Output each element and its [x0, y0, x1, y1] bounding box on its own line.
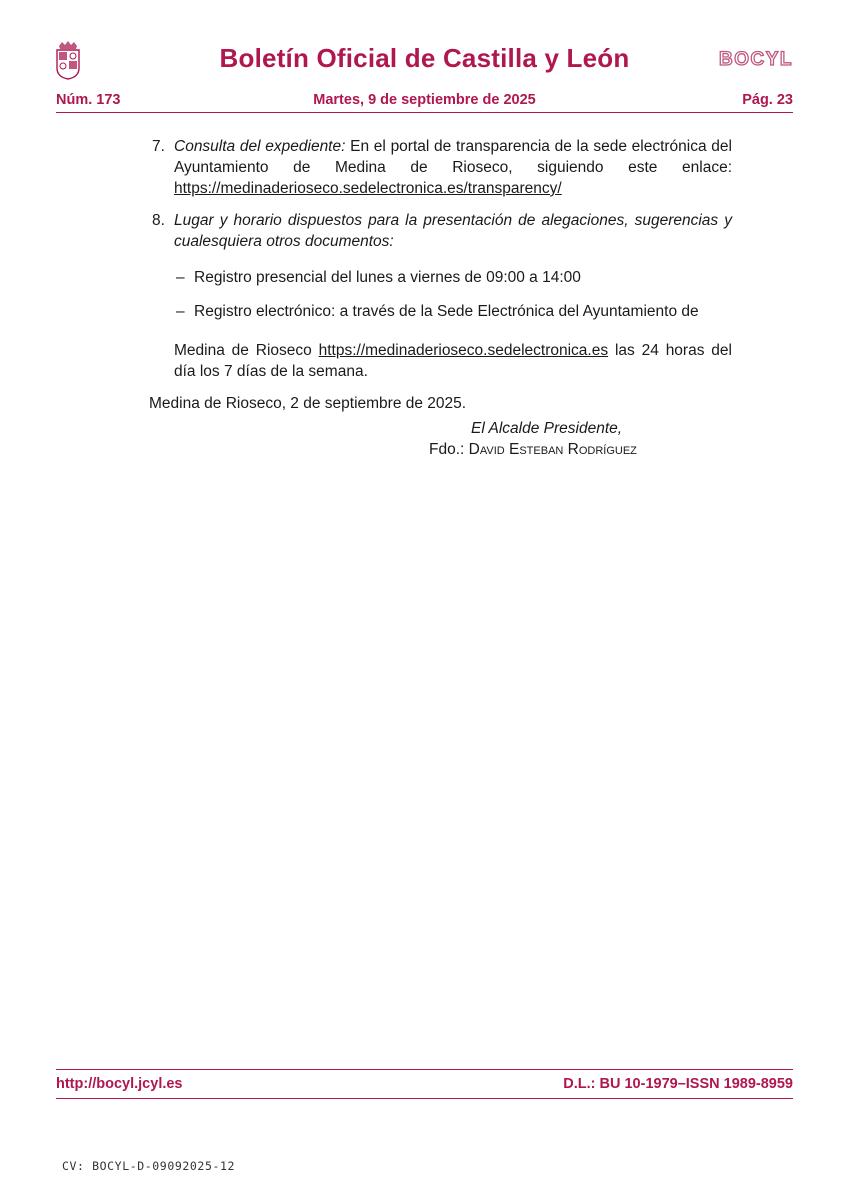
transparency-link[interactable]: https://medinaderioseco.sedelectronica.es/transparency/ — [174, 180, 562, 197]
signature-line: Fdo.: David Esteban Rodríguez — [429, 441, 637, 458]
issue-number: Núm. 173 — [56, 92, 121, 108]
page-number: Pág. 23 — [742, 92, 793, 108]
item-heading: Lugar y horario dispuestos para la presentación de alegaciones, sugerencias y cualesquiera otros documentos: — [174, 212, 732, 250]
sede-link[interactable]: https://medinaderioseco.sedelectronica.es — [318, 342, 609, 359]
footer-bottom-divider — [56, 1098, 793, 1099]
bocyl-logo: BOCYL — [719, 49, 793, 70]
signer-role: El Alcalde Presidente, — [471, 420, 623, 437]
bullet-item: – Registro electrónico: a través de la Sede Electrónica del Ayuntamiento de — [176, 303, 699, 320]
footer-divider — [56, 1069, 793, 1070]
list-item: 8. Lugar y horario dispuestos para la presentación de alegaciones, sugerencias y cualesquiera otros documentos: — [152, 212, 732, 250]
place-date: Medina de Rioseco, 2 de septiembre de 2025. — [149, 395, 467, 412]
bulletin-title: Boletín Oficial de Castilla y León — [219, 43, 630, 73]
issue-date: Martes, 9 de septiembre de 2025 — [313, 92, 536, 108]
document-body — [149, 136, 732, 460]
header-divider — [56, 112, 793, 113]
signer-name: David Esteban Rodríguez — [468, 441, 637, 458]
footer-legal: D.L.: BU 10-1979–ISSN 1989-8959 — [563, 1076, 793, 1092]
continuation-paragraph: Medina de Rioseco https://medinaderioseco.sedelectronica.es las 24 horas del día los 7 días de la semana. — [174, 342, 732, 380]
item-heading: Consulta del expediente: — [174, 138, 346, 155]
list-item: 7. Consulta del expediente: En el portal de transparencia de la sede electrónica del Ayuntamiento de Medina de Rioseco, siguiendo este enlace: https://medinaderioseco.sedelectronica.es/transparency/ — [152, 138, 732, 197]
header-meta — [56, 92, 793, 110]
verification-code: CV: BOCYL-D-09092025-12 — [62, 1159, 236, 1173]
bullet-item: – Registro presencial del lunes a viernes de 09:00 a 14:00 — [176, 269, 581, 286]
footer-url[interactable]: http://bocyl.jcyl.es — [56, 1076, 183, 1092]
item-text: En el portal de transparencia de la sede electrónica del Ayuntamiento de Medina de Rioseco, siguiendo este enlace: — [174, 138, 732, 176]
